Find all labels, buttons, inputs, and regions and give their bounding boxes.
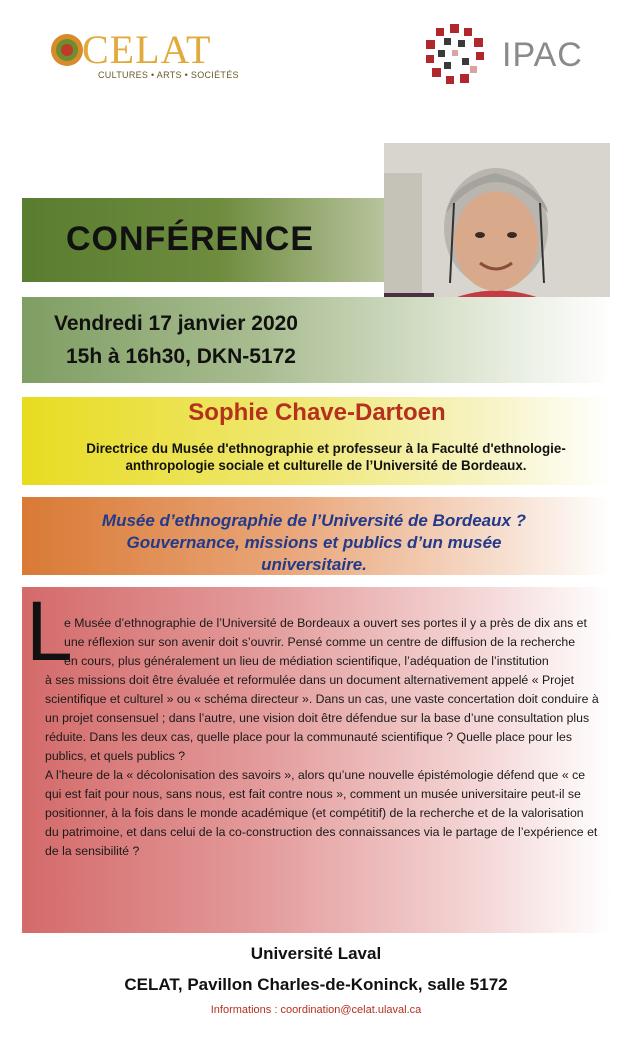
celat-tagline: CULTURES • ARTS • SOCIÉTÉS	[98, 70, 239, 80]
ipac-wordmark: IPAC	[502, 36, 583, 74]
talk-title-line: universitaire.	[261, 555, 367, 574]
speaker-role	[56, 440, 596, 474]
celat-logo	[46, 27, 239, 82]
ipac-emblem-icon	[422, 22, 490, 88]
abstract-line: positionner, à la fois dans le monde académique (et compétitif) de la recherche et de la valorisation	[45, 806, 584, 820]
talk-title-line: Musée d’ethnographie de l’Université de Bordeaux ?	[101, 511, 527, 530]
abstract-line: à ses missions doit être évaluée et reformulée dans un document alternativement appelé « Projet	[45, 673, 575, 687]
abstract-line: réduite. Dans les deux cas, quelle place pour la communauté scientifique ? Quelle place pour les	[45, 730, 573, 744]
talk-title-line: Gouvernance, missions et publics d’un musée	[126, 533, 502, 552]
abstract-line: e Musée d’ethnographie de l’Université de Bordeaux a ouvert ses portes il y a près de dix ans et	[64, 616, 587, 630]
ipac-logo	[422, 20, 592, 90]
event-time-room: 15h à 16h30, DKN-5172	[66, 345, 296, 368]
celat-emblem-icon	[48, 32, 86, 68]
footer-location: CELAT, Pavillon Charles-de-Koninck, salle 5172	[124, 975, 508, 994]
event-date: Vendredi 17 janvier 2020	[54, 312, 298, 335]
abstract-line: publics, et quels publics ?	[45, 749, 186, 763]
celat-wordmark: CELAT	[82, 27, 212, 72]
abstract-dropcap: L	[26, 584, 73, 678]
speaker-name: Sophie Chave-Dartoen	[188, 399, 446, 426]
footer-contact-info: Informations : coordination@celat.ulaval.ca	[210, 1004, 422, 1016]
talk-title	[44, 510, 584, 576]
speaker-role-line: anthropologie sociale et culturelle de l’Université de Bordeaux.	[125, 458, 527, 473]
abstract-line: du patrimoine, et dans celui de la co-construction des connaissances via le partage de l’expérience et	[45, 825, 598, 839]
abstract-line: scientifique et culturel » ou « schéma directeur ». Dans un cas, une vaste concertation doit conduire à	[45, 692, 599, 706]
speaker-role-line: Directrice du Musée d'ethnographie et professeur à la Faculté d'ethnologie-	[86, 441, 566, 456]
footer-university: Université Laval	[250, 944, 382, 963]
abstract-line: une réflexion sur son avenir doit s’ouvrir. Pensé comme un centre de diffusion de la recherche	[64, 635, 576, 649]
abstract-line: de la sensibilité ?	[45, 844, 140, 858]
abstract-line: A l’heure de la « décolonisation des savoirs », alors qu’une nouvelle épistémologie défend que « ce	[45, 768, 586, 782]
abstract-line: un projet consensuel ; dans l’autre, une vision doit être défendue sur la base d’une consultation plus	[45, 711, 590, 725]
abstract-line: qui est fait pour nous, sans nous, est fait contre nous », comment un musée universitaire peut-il se	[45, 787, 581, 801]
date-banner	[22, 297, 612, 383]
conference-heading: CONFÉRENCE	[66, 220, 315, 258]
abstract-line: en cours, plus généralement un lieu de médiation scientifique, l’adéquation de l’institution	[64, 654, 549, 668]
